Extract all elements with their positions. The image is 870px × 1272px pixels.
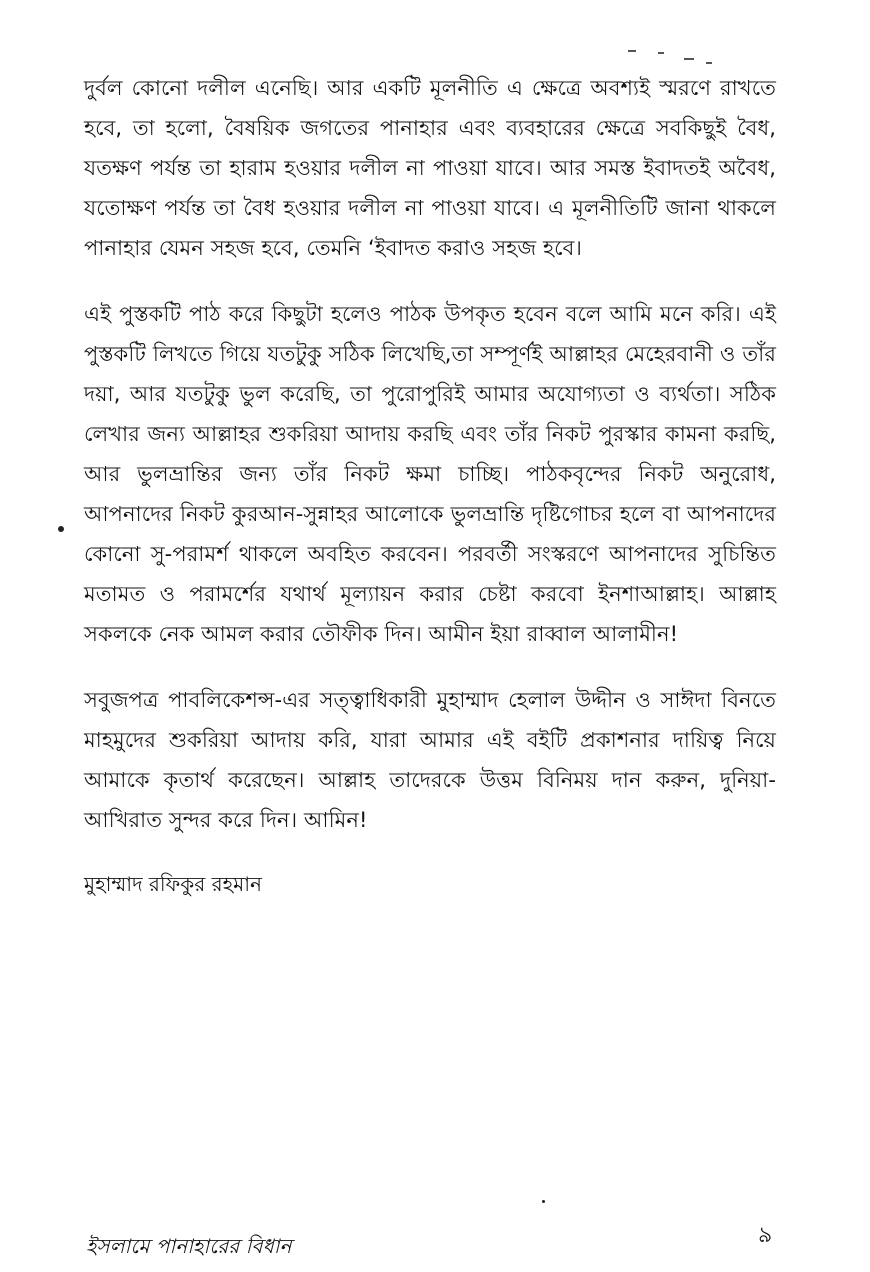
scan-speck (542, 1200, 545, 1203)
footer-book-title: ইসলামে পানাহারের বিধান (86, 1234, 292, 1258)
paragraph-acknowledgement: সবুজপত্র পাবলিকেশন্স-এর সত্ত্বাধিকারী মুহাম্মাদ হেলাল উদ্দীন ও সাঈদা বিনতে মাহমুদের শুকরিয়া আদায় করি, যারা আমার এই বইটি প্রকাশনার দায়িত্ব নিয়ে আমাকে কৃতার্থ করেছেন। আল্লাহ তাদেরকে উত্তম বিনিময় দান করুন, দুনিয়া-আখিরাত সুন্দর করে দিন। আমিন! (84, 688, 776, 832)
scan-artifact-dash (628, 50, 636, 52)
scan-artifact-dash (684, 58, 694, 60)
scan-artifact-dash (658, 52, 664, 54)
paragraph-request: এই পুস্তকটি পাঠ করে কিছুটা হলেও পাঠক উপকৃত হবেন বলে আমি মনে করি। এই পুস্তকটি লিখতে গিয়ে যতটুকু সঠিক লিখেছি,তা সম্পূর্ণই আল্লাহর মেহেরবানী ও তাঁর দয়া, আর যতটুকু ভুল করেছি, তা পুরোপুরিই আমার অযোগ্যতা ও ব্যর্থতা। সঠিক লেখার জন্য আল্লাহর শুকরিয়া আদায় করছি এবং তাঁর নিকট পুরস্কার কামনা করছি, আর ভুলভ্রান্তির জন্য তাঁর নিকট ক্ষমা চাচ্ছি। পাঠকবৃন্দের নিকট অনুরোধ, আপনাদের নিকট কুরআন-সুন্নাহর আলোকে ভুলভ্রান্তি দৃষ্টিগোচর হলে বা আপনাদের কোনো সু-পরামর্শ থাকলে অবহিত করবেন। পরবর্তী সংস্করণে আপনাদের সুচিন্তিত মতামত ও পরামর্শের যথার্থ মূল্যায়ন করার চেষ্টা করবো ইনশাআল্লাহ। আল্লাহ সকলকে নেক আমল করার তৌফীক দিন। আমীন ইয়া রাব্বাল আলামীন! (84, 302, 776, 646)
paragraph-principles: দুর্বল কোনো দলীল এনেছি। আর একটি মূলনীতি এ ক্ষেত্রে অবশ্যই স্মরণে রাখতে হবে, তা হলো, বৈষয়িক জগতের পানাহার এবং ব্যবহারের ক্ষেত্রে সবকিছুই বৈধ, যতক্ষণ পর্যন্ত তা হারাম হওয়ার দলীল না পাওয়া যাবে। আর সমস্ত ইবাদতই অবৈধ, যতোক্ষণ পর্যন্ত তা বৈধ হওয়ার দলীল না পাওয়া যাবে। এ মূলনীতিটি জানা থাকলে পানাহার যেমন সহজ হবে, তেমনি ‘ইবাদত করাও সহজ হবে। (84, 76, 777, 260)
author-signature: মুহাম্মাদ রফিকুর রহমান (84, 872, 262, 896)
page-number: ৯ (758, 1223, 773, 1248)
scan-artifact-dash (706, 62, 712, 64)
body-text (84, 68, 776, 902)
scan-speck (58, 526, 64, 532)
